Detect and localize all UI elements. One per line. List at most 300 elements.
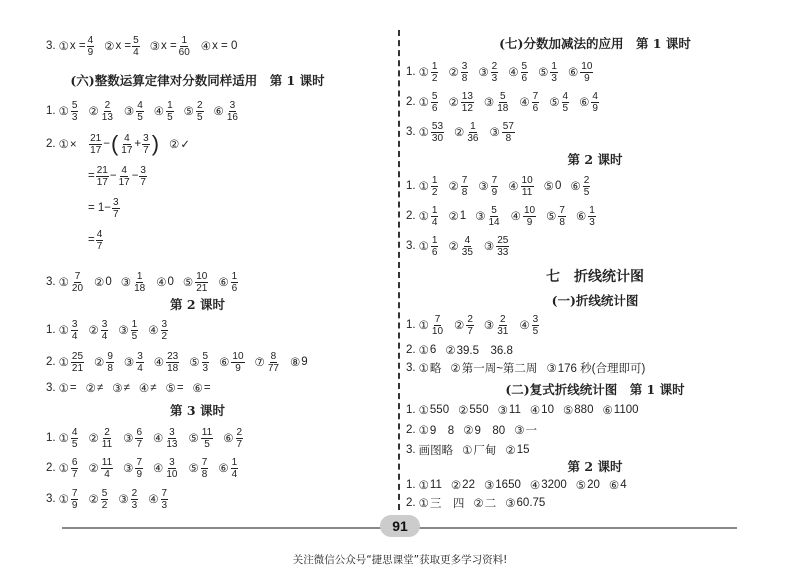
answer-item	[448, 175, 469, 198]
fraction	[491, 61, 499, 84]
answer-text: 0	[554, 180, 562, 192]
answer-item	[419, 175, 440, 198]
numerator: 23	[167, 350, 179, 362]
fraction	[588, 205, 596, 228]
fraction	[101, 488, 109, 511]
numerator: 2	[236, 426, 243, 438]
answer-text: 11	[508, 404, 521, 416]
answer-item	[508, 175, 534, 198]
denominator: 3	[202, 362, 209, 374]
answer-text: x =	[69, 40, 86, 52]
fraction	[106, 351, 114, 374]
item-marker: ②	[458, 405, 469, 417]
item-marker: ③	[112, 383, 123, 395]
numerator: 2	[491, 60, 498, 72]
denominator: 2	[161, 330, 168, 342]
denominator: 4	[104, 468, 110, 480]
answer-text: 一	[525, 425, 538, 437]
numerator: 2	[104, 99, 111, 111]
section-heading: (七)分数加减法的应用 第 1 课时	[499, 36, 691, 51]
denominator: 5	[167, 111, 173, 123]
item-marker: ⑦	[254, 357, 265, 369]
numerator: 5	[521, 60, 528, 72]
item-marker: ⑥	[192, 383, 203, 395]
question-number: 2.	[406, 96, 416, 108]
answer-item	[609, 478, 627, 492]
fraction	[466, 121, 479, 144]
item-marker: ②	[454, 127, 465, 139]
item-marker: ③	[546, 363, 557, 375]
denominator: 5	[532, 325, 539, 337]
item-marker: ⑥	[218, 277, 229, 289]
item-marker: ①	[418, 363, 429, 375]
answer-item	[184, 100, 205, 123]
denominator: 17	[90, 144, 102, 156]
denominator: 4	[71, 330, 78, 342]
answer-text: ≠	[150, 382, 157, 394]
item-marker: ②	[88, 463, 99, 475]
item-marker: ④	[148, 325, 159, 337]
numerator: 7	[461, 174, 468, 186]
item-marker: ③	[505, 498, 516, 510]
answer-item	[188, 427, 214, 450]
item-marker: ④	[153, 106, 165, 118]
answer-item	[88, 229, 104, 252]
question-number: 1.	[406, 66, 416, 78]
numerator: 3	[143, 132, 149, 144]
numerator: 4	[124, 132, 130, 144]
question-number: 1.	[406, 319, 416, 331]
denominator: 3	[161, 499, 168, 511]
denominator: 18	[497, 102, 509, 114]
item-marker: ②	[94, 357, 105, 369]
answer-item	[123, 427, 144, 450]
question-number: 3.	[46, 276, 56, 288]
answer-text: =	[69, 382, 77, 394]
fraction	[161, 319, 169, 342]
item-marker: ②	[85, 383, 96, 395]
answer-text: 0	[167, 276, 174, 288]
fraction	[71, 457, 79, 480]
fraction	[521, 61, 529, 84]
denominator: 13	[166, 438, 178, 450]
answer-text: −	[109, 170, 117, 182]
denominator: 7	[113, 208, 119, 220]
denominator: 9	[136, 468, 143, 480]
answer-item	[576, 478, 600, 492]
item-marker: ③	[149, 41, 160, 53]
denominator: 17	[121, 144, 133, 156]
answer-item	[219, 351, 245, 374]
question-number: 3.	[46, 40, 56, 52]
answer-line	[46, 95, 249, 127]
item-marker: ④	[200, 41, 212, 53]
fraction	[431, 61, 439, 84]
item-marker: ①	[418, 127, 429, 139]
numerator: 7	[201, 456, 208, 468]
numerator: 25	[71, 350, 84, 362]
denominator: 8	[461, 72, 468, 84]
answer-item	[118, 488, 139, 511]
item-marker: ⑤	[188, 433, 199, 445]
numerator: 13	[461, 90, 473, 102]
denominator: 7	[140, 176, 146, 188]
numerator: 1	[431, 234, 438, 246]
answer-text: 画图略	[418, 445, 454, 457]
numerator: 57	[502, 120, 514, 132]
item-marker: ②	[88, 106, 99, 118]
numerator: 7	[74, 270, 81, 282]
denominator: 18	[134, 282, 146, 294]
denominator: 33	[497, 246, 509, 258]
fraction	[491, 175, 499, 198]
denominator: 12	[461, 102, 473, 114]
denominator: 9	[526, 216, 533, 228]
item-marker: ①	[418, 320, 429, 332]
item-marker: ③	[483, 480, 495, 492]
answer-item	[448, 91, 474, 114]
answer-text: −	[103, 138, 110, 150]
answer-line	[46, 314, 178, 346]
item-marker: ⑥	[575, 211, 587, 223]
question-number: 1.	[406, 479, 416, 491]
fraction	[96, 229, 104, 252]
answer-item	[183, 271, 209, 294]
numerator: 2	[467, 313, 473, 325]
item-marker: ①	[58, 139, 69, 151]
fraction	[195, 271, 208, 294]
answer-item	[419, 205, 440, 228]
answer-item	[255, 351, 281, 374]
answer-item	[508, 61, 529, 84]
answer-item	[484, 235, 510, 258]
item-marker: ④	[508, 67, 519, 79]
answer-item	[88, 488, 109, 511]
answer-item	[602, 403, 638, 417]
denominator: 8	[505, 132, 512, 144]
numerator: 3	[169, 456, 175, 468]
item-marker: ⑤	[165, 383, 176, 395]
fraction	[532, 91, 540, 114]
fraction	[71, 271, 84, 294]
denominator: 21	[71, 362, 84, 374]
denominator: 4	[133, 46, 139, 58]
answer-line	[88, 160, 157, 192]
numerator: 1	[431, 204, 438, 216]
answer-text: 22	[462, 479, 475, 491]
fraction	[71, 427, 79, 450]
item-marker: ⑥	[608, 480, 620, 492]
fraction	[521, 175, 534, 198]
answer-item	[153, 457, 179, 480]
numerator: 7	[434, 313, 441, 325]
question-number: 2.	[46, 462, 56, 474]
answer-item	[419, 442, 454, 458]
answer-text: 二	[484, 498, 497, 510]
item-marker: ③	[475, 211, 486, 223]
answer-line	[46, 483, 178, 515]
numerator: 4	[71, 426, 78, 438]
numerator: 7	[136, 456, 143, 468]
question-number: 2.	[406, 424, 416, 436]
item-marker: ①	[418, 241, 429, 253]
fraction	[562, 91, 570, 114]
fraction	[135, 427, 143, 450]
numerator: 4	[464, 234, 471, 246]
item-marker: ②	[94, 277, 105, 289]
item-marker: ⑤	[543, 181, 554, 193]
fraction	[178, 35, 191, 58]
fraction	[165, 427, 178, 450]
answer-text: x =	[115, 40, 132, 52]
denominator: 4	[137, 362, 143, 374]
denominator: 6	[231, 282, 238, 294]
denominator: 30	[431, 132, 444, 144]
denominator: 7	[143, 144, 149, 156]
item-marker: ⑤	[188, 463, 199, 475]
item-marker: ⑥	[579, 97, 590, 109]
numerator: 2	[196, 99, 203, 111]
numerator: 7	[532, 90, 539, 102]
answer-item	[419, 91, 440, 114]
denominator: 11	[521, 186, 533, 198]
answer-item	[59, 488, 80, 511]
answer-text: 4	[620, 479, 627, 491]
item-marker: ①	[418, 97, 429, 109]
section-heading: (六)整数运算定律对分数同样适用 第 1 课时	[70, 73, 325, 88]
answer-item	[579, 91, 600, 114]
question-number: 1.	[406, 180, 416, 192]
item-marker: ⑤	[546, 211, 557, 223]
parenthesis: )	[151, 131, 160, 156]
fraction	[136, 351, 144, 374]
answer-item	[419, 235, 440, 258]
answer-text: =	[203, 382, 211, 394]
answer-item	[154, 100, 175, 123]
answer-text: 550	[429, 404, 450, 416]
numerator: 1	[470, 120, 476, 132]
question-number: 2.	[46, 138, 56, 150]
numerator: 2	[104, 426, 110, 438]
denominator: 11	[101, 438, 113, 450]
answer-item	[59, 35, 96, 58]
denominator: 3	[589, 216, 595, 228]
answer-item	[511, 205, 537, 228]
item-marker: ①	[58, 433, 69, 445]
numerator: 5	[500, 90, 506, 102]
item-marker: ①	[58, 41, 69, 53]
answer-item	[549, 91, 570, 114]
answer-text: 0	[105, 276, 112, 288]
numerator: 1	[231, 270, 238, 282]
section-heading: 第 3 课时	[170, 403, 225, 418]
fraction	[226, 100, 239, 123]
question-number: 1.	[46, 432, 56, 444]
fraction	[118, 165, 131, 188]
item-marker: ①	[418, 425, 429, 437]
denominator: 6	[431, 246, 438, 258]
item-marker: ④	[153, 357, 165, 369]
item-marker: ③	[123, 433, 134, 445]
section-heading: 七 折线统计图	[546, 269, 644, 285]
answer-text: ×	[69, 139, 89, 151]
item-marker: ⑤	[562, 405, 574, 417]
fraction	[461, 91, 474, 114]
item-marker: ②	[448, 67, 459, 79]
section-heading: 第 2 课时	[170, 297, 225, 312]
denominator: 4	[431, 216, 438, 228]
numerator: 4	[121, 164, 127, 176]
fraction	[96, 165, 109, 188]
numerator: 2	[583, 174, 590, 186]
item-marker: ③	[478, 67, 489, 79]
answer-text: 三 四	[429, 498, 465, 510]
answer-item	[419, 61, 440, 84]
item-marker: ③	[123, 106, 135, 118]
fraction	[431, 235, 439, 258]
answer-text: =	[176, 382, 184, 394]
answer-item	[150, 35, 192, 58]
item-marker: ②	[448, 97, 459, 109]
item-marker: ①	[418, 345, 429, 357]
fraction	[558, 205, 566, 228]
denominator: 17	[118, 176, 130, 188]
answer-text: 9 80	[474, 425, 506, 437]
answer-item	[450, 360, 537, 376]
fraction	[166, 100, 174, 123]
denominator: 77	[267, 362, 279, 374]
answer-item	[544, 179, 562, 193]
denominator: 9	[491, 186, 498, 198]
question-number: 3.	[46, 382, 56, 394]
item-marker: ⑥	[218, 463, 229, 475]
parenthesis: (	[110, 131, 119, 156]
answer-item	[214, 100, 240, 123]
item-marker: ②	[169, 139, 180, 151]
item-marker: ③	[120, 277, 132, 289]
item-marker: ④	[156, 277, 167, 289]
numerator: 4	[137, 99, 143, 111]
fraction	[101, 100, 114, 123]
answer-text: 176 秒(合理即可)	[557, 363, 646, 375]
answer-item	[546, 205, 567, 228]
answer-text: −	[131, 170, 139, 182]
denominator: 7	[71, 468, 78, 480]
denominator: 35	[461, 246, 473, 258]
answer-text: 15	[516, 444, 530, 456]
answer-line	[406, 487, 554, 519]
fraction	[231, 351, 244, 374]
answer-line	[46, 128, 199, 160]
item-marker: ①	[418, 211, 429, 223]
answer-item	[188, 457, 209, 480]
answer-item	[88, 100, 114, 123]
denominator: 8	[559, 216, 565, 228]
question-number: 3.	[46, 493, 56, 505]
answer-item	[218, 457, 239, 480]
fraction	[71, 319, 79, 342]
answer-item	[88, 319, 109, 342]
answer-line	[46, 452, 248, 484]
answer-item	[519, 91, 540, 114]
denominator: 9	[584, 72, 590, 84]
item-marker: ①	[58, 357, 69, 369]
item-marker: ②	[473, 498, 484, 510]
fraction	[583, 175, 591, 198]
denominator: 36	[467, 132, 479, 144]
item-marker: ③	[118, 494, 129, 506]
numerator: 3	[229, 99, 236, 111]
fraction	[89, 133, 102, 156]
numerator: 8	[270, 350, 277, 362]
answer-item	[478, 175, 499, 198]
numerator: 1	[167, 99, 173, 111]
answer-line	[46, 30, 246, 62]
answer-text: 39.5 36.8	[456, 345, 513, 357]
item-marker: ②	[450, 480, 462, 492]
denominator: 8	[201, 468, 208, 480]
answer-line	[88, 224, 113, 256]
answer-item	[148, 488, 169, 511]
answer-item	[59, 351, 85, 374]
answer-item	[88, 427, 114, 450]
fraction	[133, 271, 146, 294]
denominator: 13	[101, 111, 113, 123]
denominator: 3	[491, 72, 498, 84]
fraction	[101, 457, 113, 480]
question-number: 3.	[406, 444, 416, 456]
numerator: 4	[562, 90, 569, 102]
numerator: 7	[161, 487, 168, 499]
fraction	[71, 488, 79, 511]
denominator: 10	[166, 468, 178, 480]
answer-item	[94, 275, 112, 289]
item-marker: ①	[58, 494, 69, 506]
answer-item	[104, 35, 141, 58]
item-marker: ⑤	[183, 106, 194, 118]
answer-item	[59, 457, 80, 480]
answer-item	[448, 61, 469, 84]
item-marker: ③	[123, 357, 135, 369]
denominator: 20	[71, 282, 84, 294]
answer-text: x = 0	[212, 40, 238, 52]
fraction	[161, 488, 169, 511]
answer-text: 10	[541, 404, 554, 416]
denominator: 10	[431, 325, 444, 337]
answer-item	[88, 457, 114, 480]
numerator: 9	[107, 350, 113, 362]
item-marker: ④	[148, 494, 159, 506]
numerator: 10	[521, 174, 533, 186]
item-marker: ⑤	[182, 277, 194, 289]
answer-item	[568, 61, 594, 84]
item-marker: ①	[418, 405, 429, 417]
item-marker: ①	[418, 67, 429, 79]
answer-text: = 1−	[88, 202, 112, 214]
fraction	[591, 91, 599, 114]
numerator: 1	[181, 34, 188, 46]
answer-item	[484, 91, 510, 114]
item-marker: ②	[88, 433, 99, 445]
fraction	[461, 235, 474, 258]
item-marker: ④	[510, 211, 521, 223]
denominator: 6	[521, 72, 528, 84]
answer-line	[46, 266, 248, 298]
item-marker: ⑤	[538, 67, 549, 79]
answer-item	[290, 355, 308, 369]
answer-text: 550	[469, 404, 489, 416]
denominator: 5	[131, 330, 138, 342]
